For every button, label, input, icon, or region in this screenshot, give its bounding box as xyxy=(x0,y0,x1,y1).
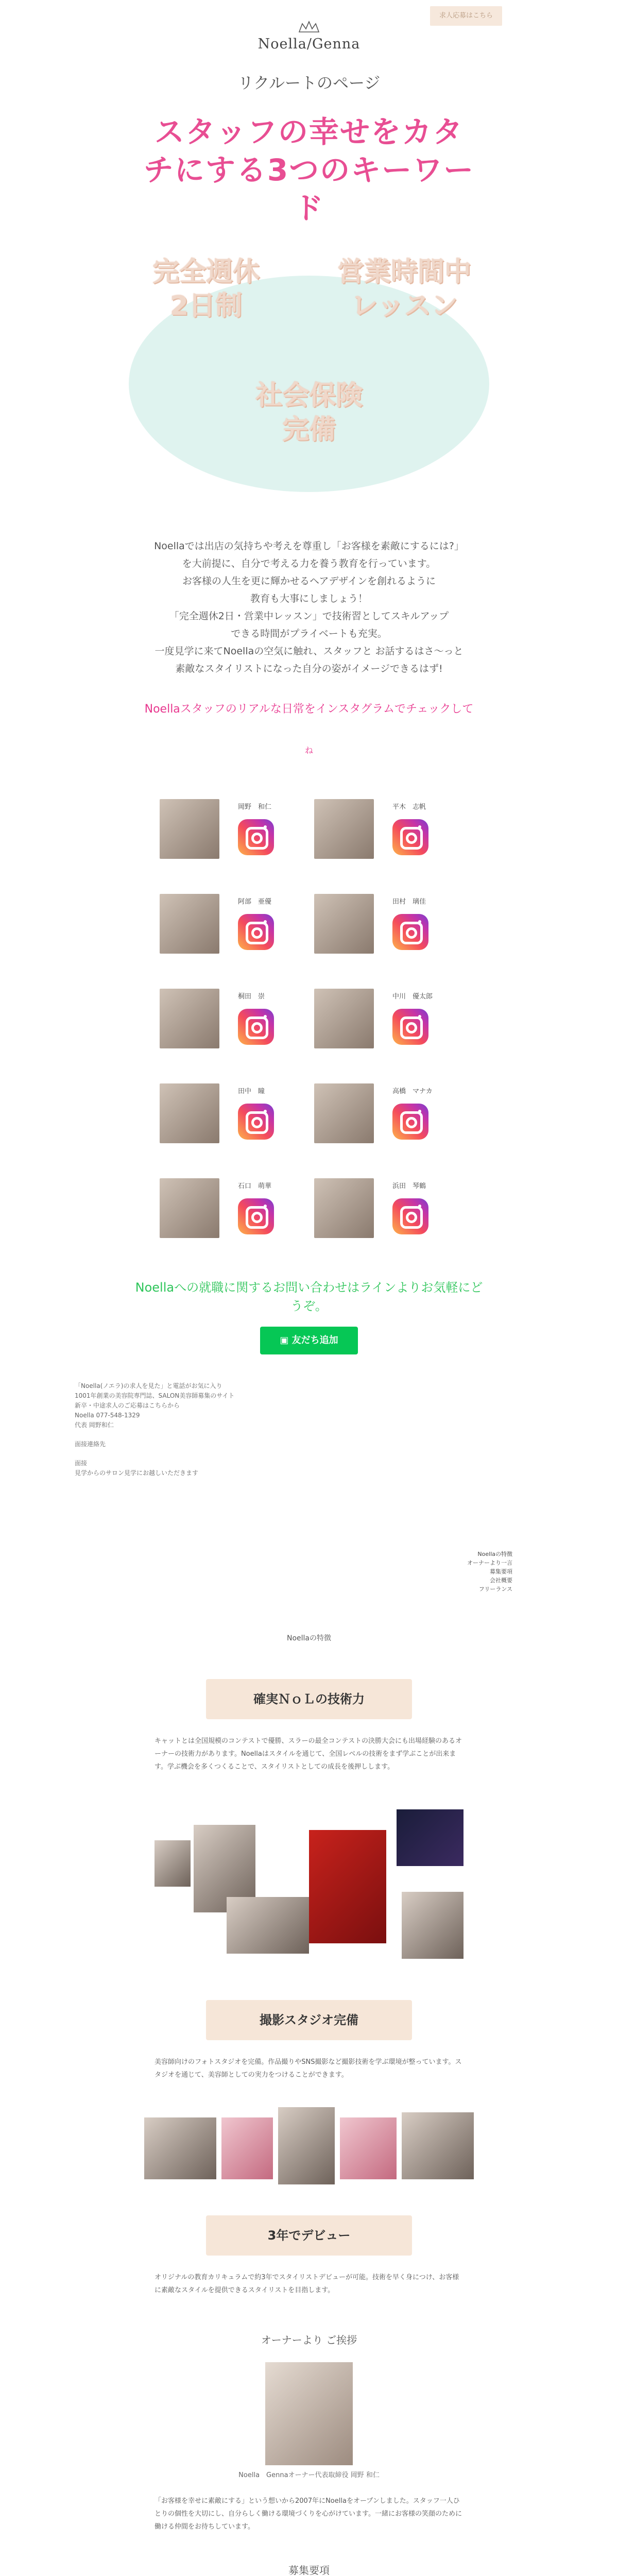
hero-title-line: チにする3つのキーワー xyxy=(143,152,475,188)
section-link[interactable]: 募集要項 xyxy=(490,1568,512,1575)
staff-photo xyxy=(160,1178,219,1238)
staff-photo xyxy=(160,989,219,1048)
hero-title xyxy=(0,113,618,227)
feature-box-skill: 確実ＮｏＬの技術力 xyxy=(206,1679,412,1719)
staff-card xyxy=(314,989,469,1061)
keyword-text: 社会保険 xyxy=(255,380,363,411)
staff-photo xyxy=(160,799,219,859)
intro-line: 「完全週休2日・営業中レッスン」で技術習としてスキルアップ xyxy=(169,611,449,622)
hero-title-line: スタッフの幸せをカタ xyxy=(154,114,464,149)
staff-name: 岡野 和仁 xyxy=(238,803,272,811)
contact-line: 見学からのサロン見学にお越しいただきます xyxy=(75,1469,199,1477)
contact-line: 面接 xyxy=(75,1460,88,1467)
logo-text: Noella/Genna xyxy=(258,36,360,52)
line-cta-text: Noellaへの就職に関するお問い合わせはラインよりお気軽にど xyxy=(135,1280,483,1295)
studio-photo xyxy=(340,2117,397,2179)
staff-name: 浜田 琴鶴 xyxy=(392,1182,426,1190)
photo-collage-skill xyxy=(154,1809,464,1979)
instagram-icon[interactable] xyxy=(392,1104,428,1140)
staff-photo xyxy=(314,799,374,859)
contact-line: 1001年創業の美容院専門誌、SALON美容師募集のサイト xyxy=(75,1392,235,1399)
crown-icon xyxy=(297,21,321,34)
staff-name: 平木 志帆 xyxy=(392,803,426,811)
staff-name: 石口 萌華 xyxy=(238,1182,272,1190)
instagram-icon[interactable] xyxy=(238,1104,274,1140)
staff-photo xyxy=(314,894,374,954)
staff-photo xyxy=(314,989,374,1048)
feature-text-debut: オリジナルの教育カリキュラムで約3年でスタイリストデビューが可能。技術を早く身につけ、お客様に素敵なスタイルを提供できるスタイリストを目指します。 xyxy=(154,2274,459,2294)
owner-photo xyxy=(265,2362,353,2465)
owner-caption: Noella Gennaオーナー代表取締役 岡野 和仁 xyxy=(238,2471,380,2479)
instagram-icon[interactable] xyxy=(238,1009,274,1045)
keyword-text: 完備 xyxy=(282,414,336,445)
feature-box-studio: 撮影スタジオ完備 xyxy=(206,2000,412,2040)
studio-photo xyxy=(278,2107,335,2184)
work-photo xyxy=(309,1830,386,1943)
instagram-icon[interactable] xyxy=(392,819,428,855)
line-add-friend-button[interactable] xyxy=(260,1327,358,1354)
staff-name: 田村 璃佳 xyxy=(392,898,426,906)
staff-card xyxy=(160,1178,314,1250)
staff-grid xyxy=(160,799,469,1250)
staff-photo xyxy=(314,1083,374,1143)
instagram-icon[interactable] xyxy=(238,819,274,855)
contact-line: 面接連絡先 xyxy=(75,1440,106,1448)
work-photo xyxy=(397,1809,464,1866)
staff-photo xyxy=(160,894,219,954)
staff-name: 阿部 亜優 xyxy=(238,898,272,906)
staff-name: 高橋 マナカ xyxy=(392,1088,433,1095)
instagram-cta: Noellaスタッフのリアルな日常をインスタグラムでチェックして xyxy=(144,703,474,716)
section-link[interactable]: フリーランス xyxy=(478,1586,512,1592)
line-cta xyxy=(0,1278,618,1315)
owner-heading: オーナーより ご挨拶 xyxy=(261,2334,357,2346)
contact-line: 新卒・中途求人のご応募はこちらから xyxy=(75,1402,180,1409)
keyword-visual xyxy=(0,245,618,533)
job-heading: 募集要項 xyxy=(288,2564,330,2576)
keyword-insurance xyxy=(216,379,402,447)
keyword-text: 営業時間中 xyxy=(337,257,471,287)
studio-photo xyxy=(221,2117,273,2179)
staff-name: 田中 瞳 xyxy=(238,1088,265,1095)
section-links xyxy=(467,1550,512,1594)
hero-title-line: ド xyxy=(293,191,324,226)
contact-line: 「Noella(ノエラ)の求人を見た」と電話がお気に入り xyxy=(75,1382,222,1389)
line-icon: ▣ xyxy=(280,1335,292,1346)
work-photo xyxy=(402,1892,464,1959)
staff-card xyxy=(160,989,314,1061)
staff-card xyxy=(160,799,314,871)
owner-message: 「お客様を幸せに素敵にする」という想いから2007年にNoellaをオープンしました。スタッフ一人ひとりの個性を大切にし、自分らしく働ける環境づくりを心がけています。一緒にお客様の笑顔のために働ける仲間をお待ちしています。 xyxy=(154,2497,462,2531)
intro-line: を大前提に、自分で考える力を養う教育を行っています。 xyxy=(182,558,436,569)
studio-photo xyxy=(402,2112,474,2179)
instagram-icon[interactable] xyxy=(238,914,274,950)
apply-button[interactable]: 求人応募はこちら xyxy=(430,6,502,26)
photo-collage-studio xyxy=(154,2107,464,2195)
staff-card xyxy=(314,1178,469,1250)
staff-photo xyxy=(314,1178,374,1238)
work-photo xyxy=(227,1897,309,1954)
section-link[interactable]: Noellaの特徴 xyxy=(477,1551,512,1557)
keyword-lesson xyxy=(319,255,489,323)
intro-line: 教育も大事にしましょう！ xyxy=(250,593,368,604)
intro-line: 素敵なスタイリストになった自分の姿がイメージできるはず! xyxy=(175,663,443,674)
section-link[interactable]: 会社概要 xyxy=(490,1577,512,1584)
staff-photo xyxy=(160,1083,219,1143)
section-link[interactable]: オーナーより一言 xyxy=(467,1560,512,1566)
staff-card xyxy=(160,1083,314,1156)
instagram-icon[interactable] xyxy=(238,1198,274,1234)
intro-line: できる時間がプライベートも充実。 xyxy=(231,628,387,639)
staff-card xyxy=(160,894,314,966)
keyword-holiday xyxy=(129,255,283,323)
keyword-text: 2日制 xyxy=(169,291,243,321)
intro-line: Noellaでは出店の気持ちや考えを尊重し「お客様を素敵にするには?」 xyxy=(154,540,464,552)
instagram-cta-suffix: ね xyxy=(304,745,313,755)
work-photo xyxy=(154,1840,191,1887)
instagram-icon[interactable] xyxy=(392,1009,428,1045)
staff-name: 桐田 崇 xyxy=(238,993,265,1001)
site-header xyxy=(0,0,618,67)
keyword-text: レッスン xyxy=(351,291,458,321)
contact-line: Noella 077-548-1329 xyxy=(75,1412,140,1419)
feature-text-studio: 美容師向けのフォトスタジオを完備。作品撮りやSNS撮影など撮影技術を学ぶ環境が整っています。スタジオを通じて、美容師としての実力をつけることができます。 xyxy=(154,2058,462,2079)
page-title: リクルートのページ xyxy=(237,74,381,93)
intro-line: お客様の人生を更に輝かせるヘアデザインを創れるように xyxy=(182,575,436,587)
studio-photo xyxy=(144,2117,216,2179)
intro-text xyxy=(0,537,618,677)
instagram-icon[interactable] xyxy=(392,1198,428,1234)
line-cta-text: うぞ。 xyxy=(290,1299,328,1313)
feature-text-skill: キャットとは全国規模のコンテストで優勝、スラーの最全コンテストの決勝大会にも出場経験のあるオーナーの技術力があります。Noellaはスタイルを通じて、全国レベルの技術をまず学ぶことが出来ます。学ぶ機会を多くつくることで、スタイリストとしての成長を後押しします。 xyxy=(154,1737,462,1771)
keyword-text: 完全週休 xyxy=(152,257,260,287)
intro-line: 一度見学に来てNoellaの空気に触れ、スタッフと お話するはさ〜っと xyxy=(154,646,464,657)
staff-name: 中川 優太郎 xyxy=(392,993,433,1001)
feature-box-debut: 3年でデビュー xyxy=(206,2215,412,2256)
contact-line: 代表 岡野和仁 xyxy=(75,1421,114,1429)
staff-card xyxy=(314,799,469,871)
instagram-icon[interactable] xyxy=(392,914,428,950)
staff-card xyxy=(314,1083,469,1156)
logo[interactable] xyxy=(0,21,618,52)
contact-info xyxy=(75,1381,618,1478)
line-button-label: 友だち追加 xyxy=(291,1335,338,1346)
about-heading: Noellaの特徴 xyxy=(286,1634,331,1642)
staff-card xyxy=(314,894,469,966)
